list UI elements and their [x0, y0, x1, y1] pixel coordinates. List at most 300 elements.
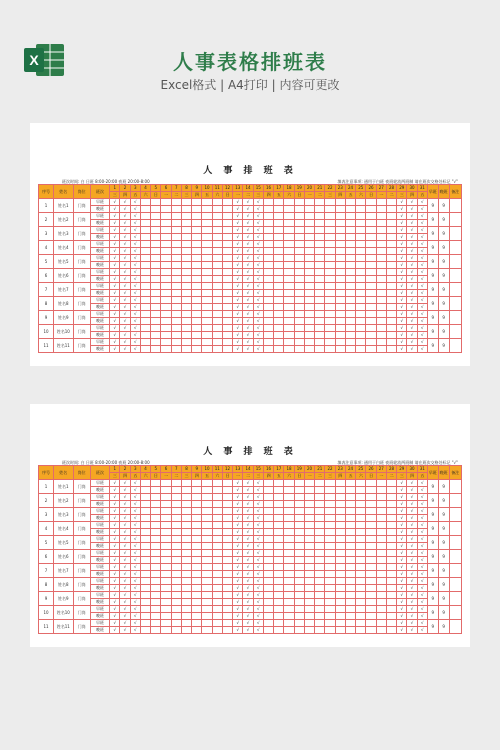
schedule-cell — [192, 220, 202, 227]
schedule-cell — [151, 536, 161, 543]
schedule-cell — [304, 234, 314, 241]
check-mark: √ — [397, 508, 407, 515]
schedule-cell — [356, 283, 366, 290]
schedule-cell — [140, 241, 150, 248]
check-mark: √ — [397, 332, 407, 339]
schedule-cell — [263, 578, 273, 585]
check-mark: √ — [120, 255, 130, 262]
schedule-cell — [345, 529, 355, 536]
schedule-cell — [161, 283, 171, 290]
schedule-cell — [386, 529, 396, 536]
header-weekday: 四 — [263, 192, 273, 199]
schedule-cell — [171, 227, 181, 234]
schedule-cell — [202, 255, 212, 262]
schedule-cell — [315, 262, 325, 269]
check-mark: √ — [233, 269, 243, 276]
schedule-cell — [366, 269, 376, 276]
schedule-cell — [356, 606, 366, 613]
schedule-cell — [315, 255, 325, 262]
note-cell — [449, 241, 462, 255]
schedule-cell — [345, 318, 355, 325]
schedule-cell — [263, 543, 273, 550]
shift-label: 晚班 — [90, 332, 109, 339]
schedule-cell — [140, 283, 150, 290]
instructions-info: 填表注意事项: 通用于白班 夜班轮流两班制 请在班次交格处标记 "√" — [337, 460, 458, 465]
schedule-cell — [325, 543, 335, 550]
schedule-cell — [366, 248, 376, 255]
schedule-cell — [192, 234, 202, 241]
schedule-cell — [294, 599, 304, 606]
header-day: 6 — [161, 185, 171, 192]
check-mark: √ — [130, 620, 140, 627]
schedule-cell — [171, 220, 181, 227]
schedule-cell — [151, 206, 161, 213]
schedule-cell — [304, 220, 314, 227]
schedule-cell — [366, 529, 376, 536]
schedule-cell — [325, 346, 335, 353]
schedule-cell — [263, 620, 273, 627]
schedule-cell — [192, 529, 202, 536]
schedule-cell — [376, 508, 386, 515]
schedule-cell — [386, 515, 396, 522]
schedule-cell — [212, 550, 222, 557]
check-mark: √ — [130, 627, 140, 634]
schedule-cell — [181, 213, 191, 220]
schedule-cell — [274, 290, 284, 297]
employee-post: 门岗 — [73, 269, 90, 283]
schedule-cell — [315, 571, 325, 578]
schedule-cell — [202, 325, 212, 332]
day-total: 9 — [427, 620, 438, 634]
header-weekday: 六 — [140, 192, 150, 199]
day-total: 9 — [427, 311, 438, 325]
check-mark: √ — [397, 522, 407, 529]
check-mark: √ — [120, 487, 130, 494]
check-mark: √ — [417, 529, 427, 536]
check-mark: √ — [397, 199, 407, 206]
schedule-cell — [345, 255, 355, 262]
schedule-cell — [192, 199, 202, 206]
schedule-cell — [222, 318, 232, 325]
check-mark: √ — [243, 311, 253, 318]
check-mark: √ — [407, 206, 417, 213]
check-mark: √ — [233, 220, 243, 227]
check-mark: √ — [110, 557, 120, 564]
check-mark: √ — [110, 241, 120, 248]
employee-seq: 10 — [39, 325, 54, 339]
header-weekday: 二 — [315, 192, 325, 199]
check-mark: √ — [130, 311, 140, 318]
schedule-cell — [192, 227, 202, 234]
shift-label: 晚班 — [90, 529, 109, 536]
schedule-cell — [263, 332, 273, 339]
shift-label: 早班 — [90, 213, 109, 220]
shift-label: 早班 — [90, 578, 109, 585]
schedule-cell — [202, 346, 212, 353]
schedule-cell — [140, 508, 150, 515]
employee-name: 姓名7 — [54, 283, 73, 297]
schedule-cell — [325, 522, 335, 529]
schedule-cell — [315, 332, 325, 339]
check-mark: √ — [417, 571, 427, 578]
check-mark: √ — [397, 346, 407, 353]
check-mark: √ — [407, 501, 417, 508]
check-mark: √ — [130, 255, 140, 262]
schedule-cell — [181, 339, 191, 346]
check-mark: √ — [243, 606, 253, 613]
header-weekday: 四 — [192, 192, 202, 199]
header-weekday: 六 — [356, 192, 366, 199]
schedule-cell — [151, 332, 161, 339]
check-mark: √ — [243, 325, 253, 332]
schedule-cell — [284, 339, 294, 346]
schedule-cell — [181, 311, 191, 318]
schedule-cell — [192, 206, 202, 213]
check-mark: √ — [407, 620, 417, 627]
schedule-cell — [161, 276, 171, 283]
schedule-cell — [263, 627, 273, 634]
schedule-cell — [325, 199, 335, 206]
header-seq: 序号 — [39, 466, 54, 480]
schedule-cell — [263, 206, 273, 213]
check-mark: √ — [233, 494, 243, 501]
header-day: 2 — [120, 466, 130, 473]
header-weekday: 日 — [151, 192, 161, 199]
schedule-cell — [335, 515, 345, 522]
table-row — [39, 206, 462, 213]
schedule-cell — [294, 571, 304, 578]
schedule-cell — [171, 325, 181, 332]
schedule-cell — [222, 620, 232, 627]
schedule-cell — [325, 262, 335, 269]
schedule-cell — [263, 613, 273, 620]
shift-label: 早班 — [90, 325, 109, 332]
table-row — [39, 529, 462, 536]
check-mark: √ — [397, 269, 407, 276]
shift-label: 早班 — [90, 592, 109, 599]
check-mark: √ — [110, 220, 120, 227]
note-cell — [449, 494, 462, 508]
schedule-cell — [161, 206, 171, 213]
check-mark: √ — [110, 325, 120, 332]
check-mark: √ — [243, 241, 253, 248]
schedule-cell — [171, 199, 181, 206]
schedule-cell — [181, 585, 191, 592]
check-mark: √ — [407, 220, 417, 227]
schedule-cell — [161, 325, 171, 332]
schedule-cell — [335, 199, 345, 206]
check-mark: √ — [130, 529, 140, 536]
check-mark: √ — [243, 206, 253, 213]
schedule-cell — [222, 543, 232, 550]
employee-post: 门岗 — [73, 227, 90, 241]
schedule-cell — [325, 508, 335, 515]
schedule-cell — [151, 515, 161, 522]
schedule-cell — [192, 522, 202, 529]
schedule-cell — [304, 606, 314, 613]
table-row — [39, 269, 462, 276]
check-mark: √ — [243, 508, 253, 515]
header-day: 24 — [345, 185, 355, 192]
schedule-cell — [304, 578, 314, 585]
schedule-cell — [335, 325, 345, 332]
check-mark: √ — [120, 529, 130, 536]
check-mark: √ — [120, 304, 130, 311]
check-mark: √ — [233, 487, 243, 494]
schedule-cell — [294, 325, 304, 332]
schedule-cell — [356, 332, 366, 339]
check-mark: √ — [417, 599, 427, 606]
schedule-cell — [294, 332, 304, 339]
check-mark: √ — [243, 227, 253, 234]
schedule-cell — [192, 487, 202, 494]
table-row — [39, 297, 462, 304]
schedule-cell — [212, 241, 222, 248]
header-day: 11 — [212, 185, 222, 192]
schedule-cell — [376, 269, 386, 276]
schedule-cell — [325, 290, 335, 297]
schedule-cell — [345, 276, 355, 283]
table-row — [39, 220, 462, 227]
check-mark: √ — [243, 220, 253, 227]
schedule-cell — [202, 550, 212, 557]
header-weekday: 一 — [304, 192, 314, 199]
employee-seq: 2 — [39, 494, 54, 508]
check-mark: √ — [120, 508, 130, 515]
schedule-cell — [356, 206, 366, 213]
schedule-cell — [161, 627, 171, 634]
employee-name: 姓名11 — [54, 339, 73, 353]
schedule-cell — [315, 480, 325, 487]
schedule-cell — [325, 241, 335, 248]
schedule-cell — [263, 262, 273, 269]
check-mark: √ — [397, 585, 407, 592]
schedule-cell — [386, 304, 396, 311]
header-note: 备注 — [449, 466, 462, 480]
header-weekday: 五 — [345, 473, 355, 480]
schedule-cell — [376, 325, 386, 332]
schedule-cell — [161, 606, 171, 613]
schedule-cell — [212, 269, 222, 276]
check-mark: √ — [253, 543, 263, 550]
schedule-cell — [335, 606, 345, 613]
schedule-cell — [366, 304, 376, 311]
schedule-cell — [356, 227, 366, 234]
check-mark: √ — [407, 487, 417, 494]
schedule-cell — [192, 557, 202, 564]
schedule-cell — [161, 311, 171, 318]
check-mark: √ — [130, 592, 140, 599]
check-mark: √ — [130, 206, 140, 213]
table-row — [39, 234, 462, 241]
schedule-cell — [284, 346, 294, 353]
schedule-cell — [356, 248, 366, 255]
header-day: 5 — [151, 185, 161, 192]
check-mark: √ — [407, 227, 417, 234]
schedule-cell — [356, 564, 366, 571]
schedule-cell — [263, 501, 273, 508]
day-total: 9 — [427, 564, 438, 578]
check-mark: √ — [110, 248, 120, 255]
note-cell — [449, 522, 462, 536]
schedule-cell — [304, 522, 314, 529]
check-mark: √ — [120, 536, 130, 543]
check-mark: √ — [417, 620, 427, 627]
schedule-cell — [356, 297, 366, 304]
schedule-cell — [202, 620, 212, 627]
check-mark: √ — [397, 297, 407, 304]
schedule-cell — [222, 501, 232, 508]
schedule-cell — [274, 627, 284, 634]
schedule-cell — [356, 241, 366, 248]
check-mark: √ — [110, 536, 120, 543]
check-mark: √ — [110, 304, 120, 311]
check-mark: √ — [233, 283, 243, 290]
schedule-cell — [284, 213, 294, 220]
schedule-cell — [345, 220, 355, 227]
schedule-cell — [212, 283, 222, 290]
employee-name: 姓名10 — [54, 606, 73, 620]
check-mark: √ — [233, 297, 243, 304]
header-weekday: 日 — [151, 473, 161, 480]
schedule-cell — [325, 529, 335, 536]
table-row — [39, 199, 462, 206]
schedule-cell — [335, 318, 345, 325]
check-mark: √ — [243, 543, 253, 550]
schedule-cell — [294, 550, 304, 557]
schedule-cell — [294, 311, 304, 318]
schedule-cell — [161, 290, 171, 297]
note-cell — [449, 311, 462, 325]
schedule-cell — [304, 248, 314, 255]
schedule-cell — [274, 564, 284, 571]
schedule-cell — [304, 332, 314, 339]
schedule-cell — [140, 339, 150, 346]
check-mark: √ — [397, 276, 407, 283]
employee-seq: 1 — [39, 480, 54, 494]
schedule-cell — [294, 536, 304, 543]
schedule-cell — [325, 311, 335, 318]
schedule-cell — [263, 255, 273, 262]
schedule-cell — [171, 599, 181, 606]
schedule-cell — [202, 571, 212, 578]
check-mark: √ — [253, 501, 263, 508]
check-mark: √ — [243, 564, 253, 571]
schedule-cell — [151, 487, 161, 494]
sheet-title: 人 事 排 班 表 — [203, 166, 297, 176]
day-total: 9 — [427, 494, 438, 508]
schedule-cell — [140, 529, 150, 536]
schedule-cell — [356, 311, 366, 318]
schedule-cell — [345, 283, 355, 290]
schedule-cell — [356, 592, 366, 599]
check-mark: √ — [233, 613, 243, 620]
schedule-cell — [315, 346, 325, 353]
schedule-cell — [222, 550, 232, 557]
schedule-cell — [151, 606, 161, 613]
schedule-cell — [263, 311, 273, 318]
schedule-cell — [181, 241, 191, 248]
employee-seq: 7 — [39, 564, 54, 578]
schedule-cell — [151, 346, 161, 353]
check-mark: √ — [397, 325, 407, 332]
day-total: 9 — [427, 578, 438, 592]
check-mark: √ — [110, 543, 120, 550]
schedule-cell — [304, 325, 314, 332]
schedule-cell — [325, 620, 335, 627]
schedule-cell — [386, 494, 396, 501]
note-cell — [449, 480, 462, 494]
schedule-cell — [263, 199, 273, 206]
schedule-cell — [386, 220, 396, 227]
schedule-cell — [192, 318, 202, 325]
schedule-cell — [140, 297, 150, 304]
employee-post: 门岗 — [73, 578, 90, 592]
check-mark: √ — [110, 487, 120, 494]
schedule-cell — [345, 480, 355, 487]
schedule-cell — [315, 564, 325, 571]
shift-label: 晚班 — [90, 501, 109, 508]
schedule-cell — [315, 529, 325, 536]
table-row — [39, 606, 462, 613]
schedule-cell — [263, 213, 273, 220]
check-mark: √ — [397, 262, 407, 269]
check-mark: √ — [243, 557, 253, 564]
schedule-cell — [304, 557, 314, 564]
shift-label: 晚班 — [90, 220, 109, 227]
schedule-cell — [325, 269, 335, 276]
check-mark: √ — [130, 494, 140, 501]
schedule-cell — [222, 564, 232, 571]
schedule-cell — [151, 529, 161, 536]
schedule-cell — [386, 262, 396, 269]
employee-name: 姓名8 — [54, 578, 73, 592]
table-row — [39, 480, 462, 487]
employee-name: 姓名2 — [54, 494, 73, 508]
schedule-cell — [284, 550, 294, 557]
check-mark: √ — [110, 515, 120, 522]
check-mark: √ — [120, 620, 130, 627]
schedule-cell — [263, 564, 273, 571]
schedule-cell — [325, 227, 335, 234]
check-mark: √ — [397, 480, 407, 487]
schedule-cell — [335, 220, 345, 227]
schedule-cell — [171, 571, 181, 578]
schedule-cell — [294, 206, 304, 213]
header-weekday: 四 — [407, 192, 417, 199]
day-total: 9 — [427, 522, 438, 536]
shift-label: 早班 — [90, 494, 109, 501]
header-note: 备注 — [449, 185, 462, 199]
schedule-cell — [151, 585, 161, 592]
schedule-cell — [366, 318, 376, 325]
schedule-cell — [325, 550, 335, 557]
schedule-cell — [202, 578, 212, 585]
note-cell — [449, 297, 462, 311]
check-mark: √ — [243, 494, 253, 501]
check-mark: √ — [110, 311, 120, 318]
schedule-cell — [335, 613, 345, 620]
schedule-cell — [325, 234, 335, 241]
schedule-cell — [222, 220, 232, 227]
schedule-cell — [171, 627, 181, 634]
schedule-cell — [386, 508, 396, 515]
schedule-cell — [294, 227, 304, 234]
schedule-cell — [151, 508, 161, 515]
check-mark: √ — [233, 248, 243, 255]
page-subtitle: Excel格式 | A4打印 | 内容可更改 — [160, 78, 340, 92]
employee-seq: 7 — [39, 283, 54, 297]
